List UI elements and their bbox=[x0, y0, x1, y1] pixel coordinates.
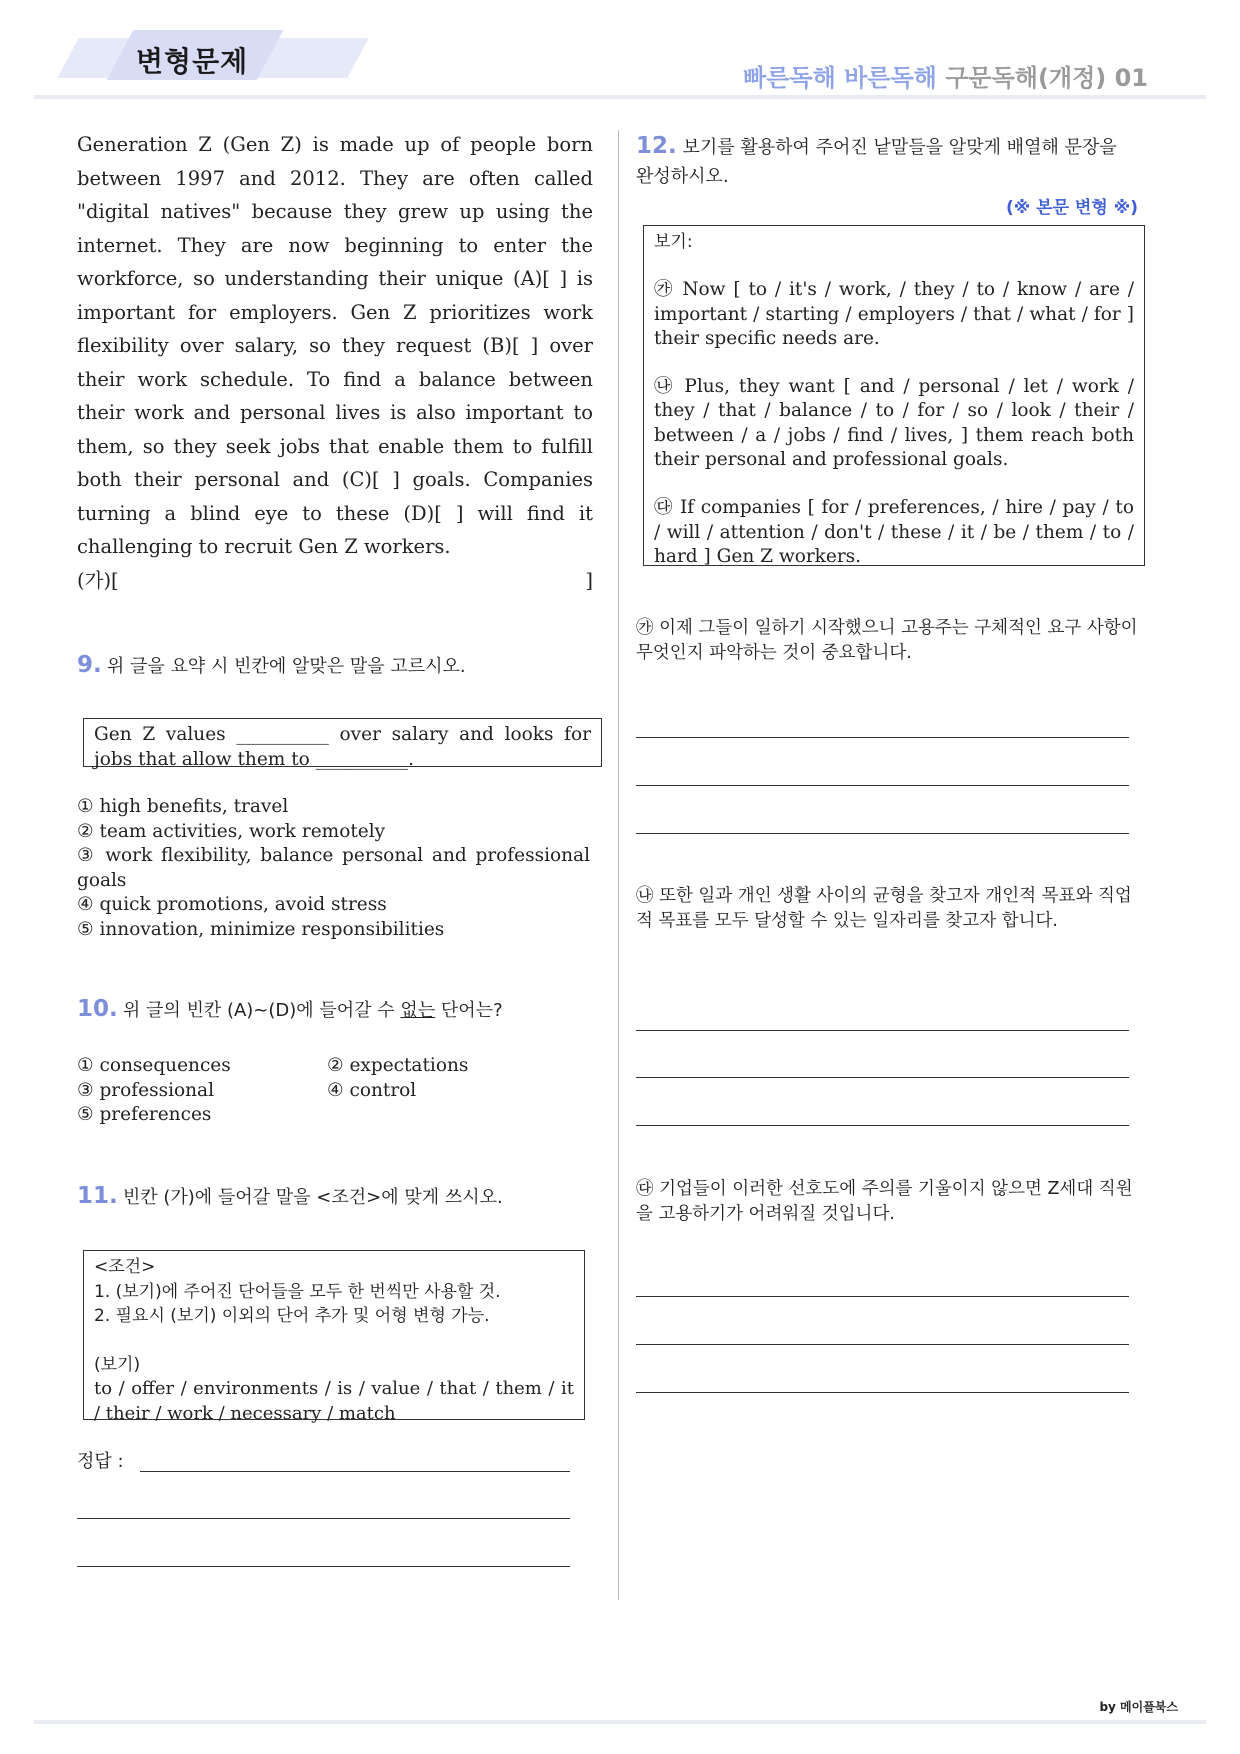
ga-blank-row bbox=[77, 564, 593, 598]
question-9-text: 위 글을 요약 시 빈칸에 알맞은 말을 고르시오. bbox=[106, 656, 466, 677]
header-divider bbox=[34, 95, 1206, 99]
ga-blank-label: (가)[ bbox=[77, 568, 119, 592]
bogi-box bbox=[643, 225, 1145, 566]
question-9-options bbox=[77, 795, 590, 942]
question-12-number: 12. bbox=[636, 133, 677, 159]
option-2[interactable]: ② team activities, work remotely bbox=[77, 820, 386, 842]
question-10-text bbox=[123, 1000, 503, 1021]
question-11-number: 11. bbox=[77, 1183, 118, 1209]
option-3[interactable]: ③ professional bbox=[77, 1079, 214, 1101]
question-10-text-emphasis: 없는 bbox=[400, 1000, 436, 1021]
option-5[interactable]: ⑤ innovation, minimize responsibilities bbox=[77, 918, 445, 940]
footer-credit: by 메이플북스 bbox=[1099, 1700, 1178, 1714]
answer-line-da-2[interactable] bbox=[636, 1344, 1129, 1345]
answer-line-da-3[interactable] bbox=[636, 1392, 1129, 1393]
bogi-item-da: ㉰ If companies [ for / preferences, / hire / pay / to / will / attention / don't / these / it / be / them / to / hard ] Gen Z workers. bbox=[654, 497, 1134, 567]
translation-ga: ㉮ 이제 그들이 일하기 시작했으니 고용주는 구체적인 요구 사항이 무엇인지 파악하는 것이 중요합니다. bbox=[636, 618, 1138, 663]
question-10 bbox=[77, 996, 503, 1022]
answer-line-da-1[interactable] bbox=[636, 1296, 1129, 1297]
bogi-item-ga: ㉮ Now [ to / it's / work, / they / to / know / are / important / starting / employers / that / what / for ] their specific needs are. bbox=[654, 279, 1134, 349]
question-12 bbox=[636, 132, 1136, 191]
condition-1: 1. (보기)에 주어진 단어들을 모두 한 번씩만 사용할 것. bbox=[94, 1281, 501, 1302]
answer-line-na-1[interactable] bbox=[636, 1030, 1129, 1031]
answer-line-ga-2[interactable] bbox=[636, 785, 1129, 786]
variation-note: (※ 본문 변형 ※) bbox=[1005, 198, 1138, 218]
summary-box: Gen Z values __________ over salary and looks for jobs that allow them to __________. bbox=[83, 718, 602, 767]
series-unit: 구문독해(개정) 01 bbox=[945, 64, 1148, 92]
translation-da: ㉰ 기업들이 이러한 선호도에 주의를 기울이지 않으면 Z세대 직원을 고용하기가 어려워질 것입니다. bbox=[636, 1179, 1133, 1224]
condition-2: 2. 필요시 (보기) 이외의 단어 추가 및 어형 변형 가능. bbox=[94, 1306, 490, 1326]
question-11-text: 빈칸 (가)에 들어갈 말을 <조건>에 맞게 쓰시오. bbox=[122, 1187, 503, 1208]
bogi-label: (보기) bbox=[94, 1354, 141, 1375]
answer-line-3[interactable] bbox=[77, 1566, 570, 1567]
option-5[interactable]: ⑤ preferences bbox=[77, 1104, 212, 1125]
answer-line-na-2[interactable] bbox=[636, 1077, 1129, 1078]
question-12-text: 보기를 활용하여 주어진 낱말들을 알맞게 배열해 문장을 완성하시오. bbox=[636, 137, 1117, 187]
condition-title: <조건> bbox=[94, 1257, 156, 1277]
question-9 bbox=[77, 652, 466, 678]
question-10-options bbox=[77, 1054, 577, 1128]
bogi-box-label: 보기: bbox=[654, 232, 693, 252]
page-title: 변형문제 bbox=[136, 45, 249, 78]
option-4[interactable]: ④ control bbox=[327, 1079, 417, 1101]
question-10-number: 10. bbox=[77, 996, 118, 1022]
question-10-text-a: 위 글의 빈칸 (A)~(D)에 들어갈 수 bbox=[122, 1000, 401, 1021]
footer-divider bbox=[34, 1720, 1206, 1724]
translation-na: ㉯ 또한 일과 개인 생활 사이의 균형을 찾고자 개인적 목표와 직업적 목표를 모두 달성할 수 있는 일자리를 찾고자 합니다. bbox=[636, 886, 1132, 931]
question-11 bbox=[77, 1183, 503, 1209]
passage-text: Generation Z (Gen Z) is made up of people born between 1997 and 2012. They are often called "digital natives" because they grew up using the internet. They are now beginning to enter the workforce, so understanding their unique (A)[ ] is important for employers. Gen Z prioritizes work flexibility over salary, so they request (B)[ ] over their work schedule. To find a balance between their work and personal lives is also important to them, so they seek jobs that enable them to fulfill both their personal and (C)[ ] goals. Companies turning a blind eye to these (D)[ ] will find it challenging to recruit Gen Z workers. bbox=[77, 133, 593, 558]
option-1[interactable]: ① consequences bbox=[77, 1055, 231, 1076]
reading-passage bbox=[77, 128, 593, 597]
ga-blank-close: ] bbox=[585, 568, 593, 592]
option-2[interactable]: ② expectations bbox=[327, 1055, 469, 1076]
answer-line-na-3[interactable] bbox=[636, 1125, 1129, 1126]
answer-line-ga-1[interactable] bbox=[636, 737, 1129, 738]
answer-line-ga-3[interactable] bbox=[636, 833, 1129, 834]
question-10-text-c: 단어는? bbox=[435, 1000, 503, 1021]
bogi-words: to / offer / environments / is / value / that / them / it / their / work / necessary / match bbox=[94, 1378, 574, 1424]
option-1[interactable]: ① high benefits, travel bbox=[77, 796, 289, 817]
question-9-number: 9. bbox=[77, 652, 102, 678]
answer-label: 정답 : bbox=[77, 1451, 124, 1472]
condition-box bbox=[83, 1250, 585, 1424]
column-divider bbox=[618, 130, 619, 1600]
series-title bbox=[743, 58, 1148, 93]
option-3[interactable]: ③ work flexibility, balance personal and professional goals bbox=[77, 845, 590, 891]
option-4[interactable]: ④ quick promotions, avoid stress bbox=[77, 894, 387, 915]
answer-line-1[interactable] bbox=[140, 1471, 570, 1472]
bogi-item-na: ㉯ Plus, they want [ and / personal / let / work / they / that / balance / to / for / so / look / their / between / a / jobs / find / lives, ] them reach both their personal and professional goals. bbox=[654, 376, 1134, 471]
answer-line-2[interactable] bbox=[77, 1518, 570, 1519]
series-name: 빠른독해 바른독해 bbox=[743, 64, 937, 92]
